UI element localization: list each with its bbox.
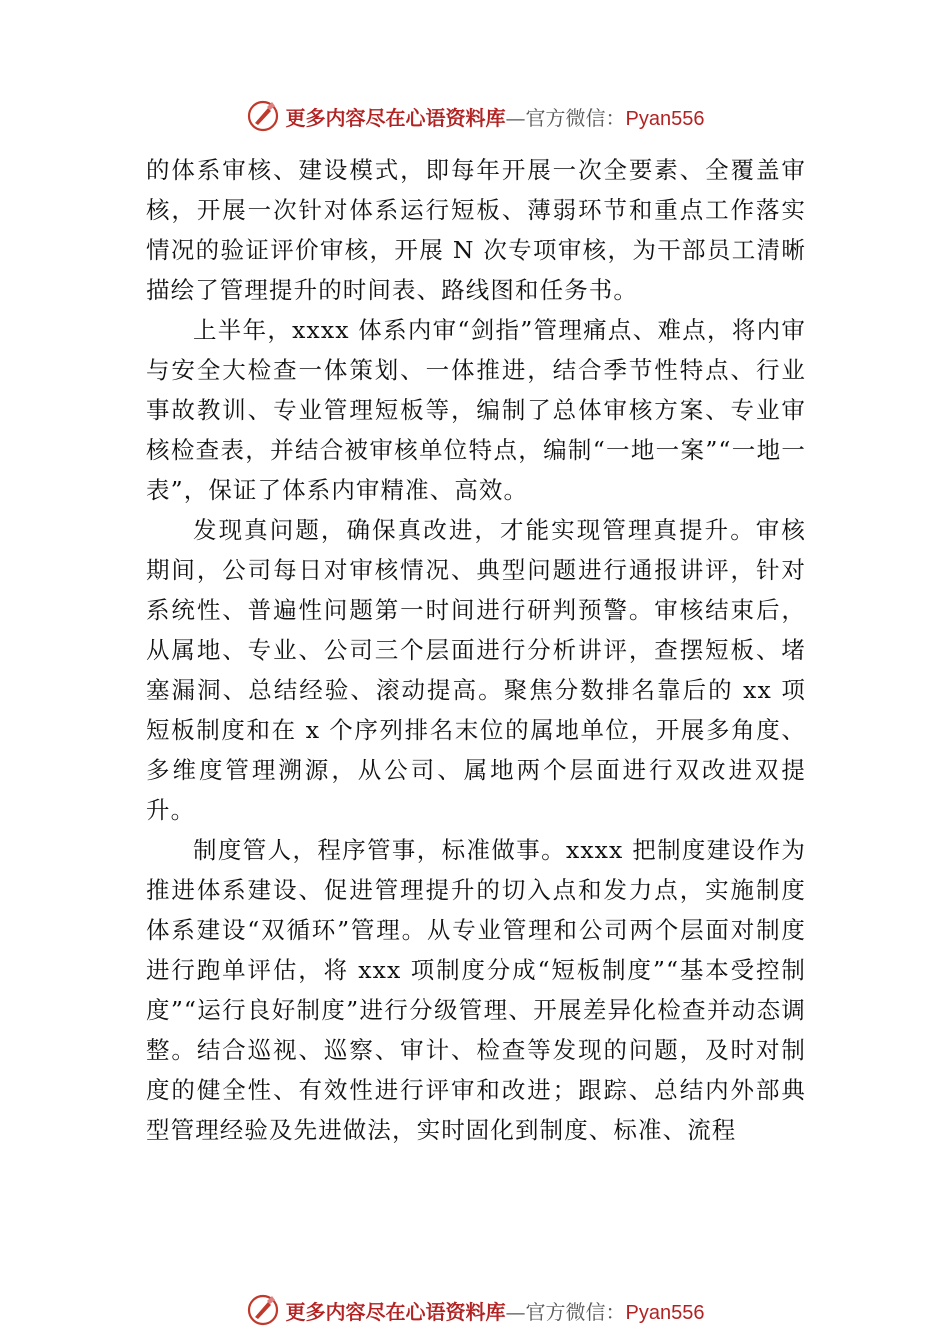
paragraph-1: 的体系审核、建设模式，即每年开展一次全要素、全覆盖审核，开展一次针对体系运行短板、薄弱环节和重点工作落实情况的验证评价审核，开展 N 次专项审核，为干部员工清晰描绘了管理提升的时间表、路线图和任务书。: [146, 156, 806, 304]
footer-wechat-id: Pyan556: [625, 1301, 705, 1324]
paragraph-2: 上半年，xxxx 体系内审“剑指”管理痛点、难点，将内审与安全大检查一体策划、一体推进，结合季节性特点、行业事故教训、专业管理短板等，编制了总体审核方案、专业审核检查表，并结合被审核单位特点，编制“一地一案”“一地一表”，保证了体系内审精准、高效。: [146, 316, 806, 504]
paragraph-3: 发现真问题，确保真改进，才能实现管理真提升。审核期间，公司每日对审核情况、典型问题进行通报讲评，针对系统性、普遍性问题第一时间进行研判预警。审核结束后，从属地、专业、公司三个层面进行分析讲评，查摆短板、堵塞漏洞、总结经验、滚动提高。聚焦分数排名靠后的 xx 项短板制度和在 x 个序列排名末位的属地单位，开展多角度、多维度管理溯源，从公司、属地两个层面进行双改进双提升。: [146, 516, 806, 824]
footer-text: [286, 1296, 705, 1325]
header-wechat-label: 官方微信：: [525, 105, 626, 130]
footer-wechat-label: 官方微信：: [525, 1299, 626, 1324]
document-body: [146, 150, 806, 1150]
header-text: [286, 102, 705, 131]
footer-brand: 更多内容尽在心语资料库: [285, 1299, 506, 1324]
brand-logo-icon: [246, 99, 280, 133]
header-separator: —: [505, 105, 526, 130]
header-wechat-id: Pyan556: [625, 107, 705, 130]
paragraph-4: 制度管人，程序管事，标准做事。xxxx 把制度建设作为推进体系建设、促进管理提升的切入点和发力点，实施制度体系建设“双循环”管理。从专业管理和公司两个层面对制度进行跑单评估，将 xxx 项制度分成“短板制度”“基本受控制度”“运行良好制度”进行分级管理、开展差异化检查并动态调整。结合巡视、巡察、审计、检查等发现的问题，及时对制度的健全性、有效性进行评审和改进；跟踪、总结内外部典型管理经验及先进做法，实时固化到制度、标准、流程: [146, 836, 806, 1144]
footer-separator: —: [505, 1299, 526, 1324]
header-brand: 更多内容尽在心语资料库: [285, 105, 506, 130]
brand-logo-icon: [246, 1293, 280, 1327]
footer-banner: [0, 1290, 950, 1330]
header-banner: [0, 96, 950, 136]
